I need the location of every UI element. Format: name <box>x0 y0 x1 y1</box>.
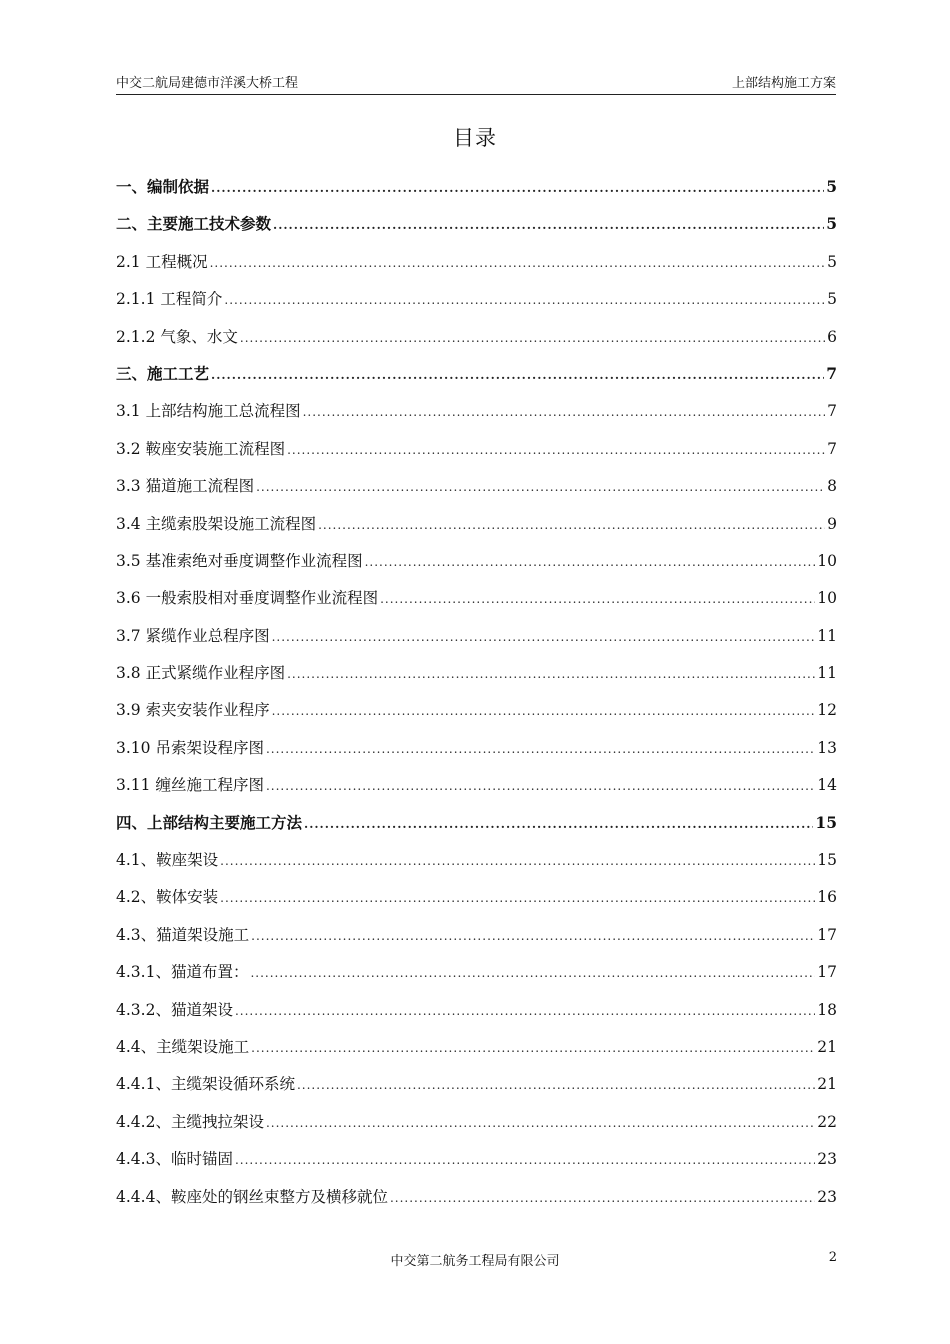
toc-entry-page: 17 <box>817 963 837 982</box>
footer-page-number: 2 <box>828 1250 837 1265</box>
header-project-name: 中交二航局建德市洋溪大桥工程 <box>116 76 299 91</box>
toc-entry-label: 3.10 吊索架设程序图 <box>116 738 264 757</box>
toc-entry[interactable] <box>116 250 837 287</box>
toc-entry-page: 7 <box>826 363 837 383</box>
toc-entry-label: 4.1、鞍座架设 <box>116 851 219 870</box>
toc-entry-label: 4.4、主缆架设施工 <box>116 1037 250 1056</box>
toc-entry-label: 4.3、猫道架设施工 <box>116 925 250 944</box>
toc-entry-label: 3.4 主缆索股架设施工流程图 <box>116 514 317 533</box>
toc-title: 目录 <box>453 126 497 150</box>
toc-leader-dots <box>235 1004 815 1018</box>
toc-entry-page: 11 <box>817 626 837 645</box>
toc-entry-page: 6 <box>827 327 837 346</box>
toc-entry-label: 4.4.1、主缆架设循环系统 <box>116 1075 295 1094</box>
toc-entry[interactable] <box>116 960 837 997</box>
toc-entry[interactable] <box>116 325 837 362</box>
toc-leader-dots <box>390 1191 815 1205</box>
toc-leader-dots <box>272 630 816 644</box>
toc-leader-dots <box>266 1116 815 1130</box>
toc-entry[interactable] <box>116 399 837 436</box>
toc-entry[interactable] <box>116 1110 837 1147</box>
toc-entry[interactable] <box>116 1185 837 1222</box>
toc-entry[interactable] <box>116 175 837 212</box>
toc-leader-dots <box>250 966 815 980</box>
toc-leader-dots <box>318 518 825 532</box>
toc-leader-dots <box>272 704 816 718</box>
toc-entry[interactable] <box>116 998 837 1035</box>
toc-entry-page: 5 <box>827 252 837 271</box>
toc-entry-label: 一、编制依据 <box>116 177 210 196</box>
toc-entry-label: 4.3.1、猫道布置： <box>116 963 249 982</box>
toc-entry-label: 2.1.2 气象、水文 <box>116 327 238 346</box>
toc-entry-page: 5 <box>826 177 837 196</box>
toc-entry-label: 4.4.3、临时锚固 <box>116 1150 233 1169</box>
toc-entry-label: 4.4.4、鞍座处的钢丝束整方及横移就位 <box>116 1187 388 1206</box>
page-header <box>116 72 836 95</box>
toc-entry[interactable] <box>116 923 837 960</box>
toc-leader-dots <box>251 1041 815 1055</box>
toc-entry-page: 17 <box>817 925 837 944</box>
toc-entry-label: 4.3.2、猫道架设 <box>116 1000 233 1019</box>
toc-entry[interactable] <box>116 512 837 549</box>
toc-entry-page: 23 <box>817 1187 837 1206</box>
toc-entry-page: 5 <box>826 214 837 234</box>
toc-entry-label: 4.2、鞍体安装 <box>116 888 219 907</box>
toc-entry[interactable] <box>116 848 837 885</box>
toc-entry[interactable] <box>116 1035 837 1072</box>
toc-entry-page: 11 <box>817 664 837 683</box>
toc-leader-dots <box>211 368 824 382</box>
toc-entry-label: 3.8 正式紧缆作业程序图 <box>116 664 286 683</box>
toc-entry[interactable] <box>116 362 837 399</box>
toc-entry-label: 3.11 缠丝施工程序图 <box>116 776 264 795</box>
toc-leader-dots <box>240 331 825 345</box>
toc-entry[interactable] <box>116 287 837 324</box>
toc-entry[interactable] <box>116 661 837 698</box>
header-document-title: 上部结构施工方案 <box>731 76 836 91</box>
toc-entry-page: 10 <box>817 589 837 608</box>
toc-entry-page: 16 <box>817 888 837 907</box>
toc-entry-page: 10 <box>817 551 837 570</box>
toc-entry-page: 12 <box>817 701 837 720</box>
toc-entry[interactable] <box>116 885 837 922</box>
toc-entry-label: 三、施工工艺 <box>116 363 210 383</box>
toc-leader-dots <box>297 1078 815 1092</box>
toc-leader-dots <box>220 854 815 868</box>
toc-leader-dots <box>251 929 815 943</box>
toc-entry-page: 22 <box>817 1112 837 1131</box>
toc-entry-label: 3.2 鞍座安装施工流程图 <box>116 439 286 458</box>
toc-entry-page: 21 <box>817 1037 837 1056</box>
toc-entry-label: 3.3 猫道施工流程图 <box>116 477 255 496</box>
toc-entry-page: 7 <box>827 402 837 421</box>
toc-entry-label: 3.5 基准索绝对垂度调整作业流程图 <box>116 551 363 570</box>
toc-entry-label: 3.9 索夹安装作业程序 <box>116 701 270 720</box>
toc-entry-page: 15 <box>815 812 837 832</box>
toc-entry-page: 13 <box>817 738 837 757</box>
toc-entry[interactable] <box>116 1147 837 1184</box>
toc-entry-label: 3.7 紧缆作业总程序图 <box>116 626 270 645</box>
toc-leader-dots <box>266 779 815 793</box>
toc-leader-dots <box>273 218 824 232</box>
toc-leader-dots <box>224 293 825 307</box>
toc-entry-label: 2.1 工程概况 <box>116 252 208 271</box>
toc-entry[interactable] <box>116 624 837 661</box>
toc-leader-dots <box>256 480 825 494</box>
toc-entry-page: 18 <box>817 1000 837 1019</box>
toc-entry[interactable] <box>116 212 837 249</box>
toc-entry[interactable] <box>116 549 837 586</box>
toc-entry[interactable] <box>116 586 837 623</box>
toc-entry-label: 四、上部结构主要施工方法 <box>116 812 303 832</box>
toc-entry[interactable] <box>116 1072 837 1109</box>
toc-leader-dots <box>220 891 815 905</box>
toc-entry-page: 23 <box>817 1150 837 1169</box>
toc-entry-page: 15 <box>817 851 837 870</box>
toc-leader-dots <box>365 555 816 569</box>
toc-leader-dots <box>380 592 815 606</box>
toc-entry-label: 4.4.2、主缆拽拉架设 <box>116 1112 264 1131</box>
toc-entry-page: 5 <box>827 290 837 309</box>
toc-entry[interactable] <box>116 698 837 735</box>
toc-entry-page: 9 <box>827 514 837 533</box>
toc-leader-dots <box>287 443 825 457</box>
toc-leader-dots <box>235 1153 815 1167</box>
toc-entry-label: 3.6 一般索股相对垂度调整作业流程图 <box>116 589 379 608</box>
toc-entry-page: 7 <box>827 439 837 458</box>
toc-leader-dots <box>303 405 826 419</box>
toc-leader-dots <box>211 181 824 195</box>
toc-entry-page: 14 <box>817 776 837 795</box>
toc-entry[interactable] <box>116 811 837 848</box>
toc-entry-page: 8 <box>827 477 837 496</box>
toc-entry[interactable] <box>116 736 837 773</box>
toc-entry[interactable] <box>116 437 837 474</box>
table-of-contents <box>116 175 837 1222</box>
toc-entry[interactable] <box>116 773 837 810</box>
footer-company: 中交第二航务工程局有限公司 <box>390 1254 560 1269</box>
toc-entry-label: 2.1.1 工程简介 <box>116 290 223 309</box>
toc-entry-label: 3.1 上部结构施工总流程图 <box>116 402 301 421</box>
toc-entry-page: 21 <box>817 1075 837 1094</box>
toc-entry-label: 二、主要施工技术参数 <box>116 214 272 234</box>
toc-leader-dots <box>210 256 826 270</box>
toc-leader-dots <box>287 667 815 681</box>
toc-entry[interactable] <box>116 474 837 511</box>
toc-leader-dots <box>266 742 815 756</box>
toc-leader-dots <box>304 817 813 831</box>
